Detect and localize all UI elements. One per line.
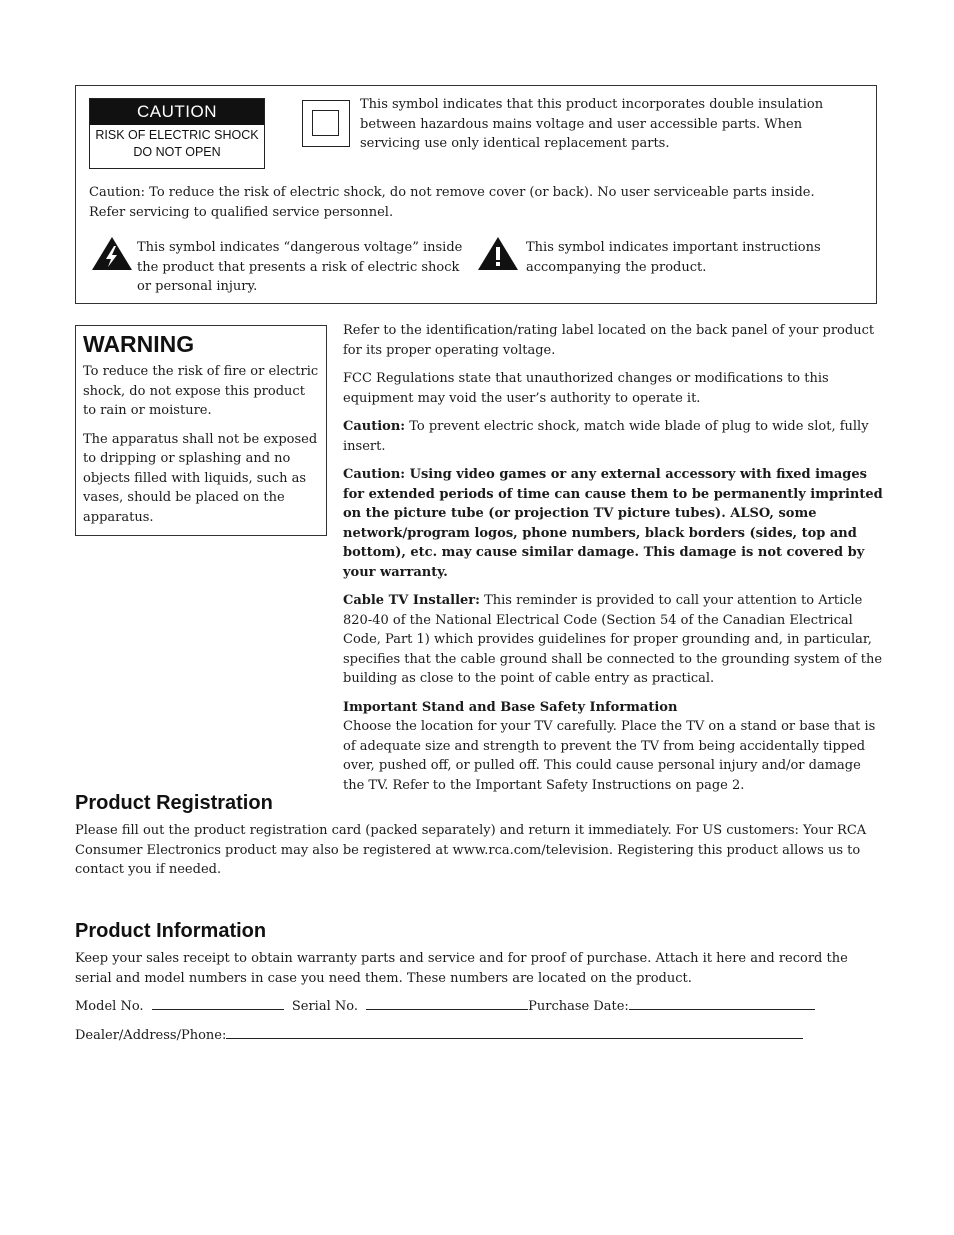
voltage-label-note: Refer to the identification/rating label located on the back panel of your product for its proper operating voltage. bbox=[343, 323, 875, 358]
warning-title: WARNING bbox=[83, 331, 195, 357]
product-information-title: Product Information bbox=[75, 920, 267, 942]
fixed-image-caution bbox=[343, 465, 883, 582]
caution-label bbox=[89, 98, 265, 169]
plug-caution-label: Caution: bbox=[343, 419, 406, 434]
plug-caution-note bbox=[343, 417, 883, 456]
model-number-label: Model No. bbox=[75, 999, 144, 1014]
fixed-image-caution-text: Caution: Using video games or any external accessory with fixed images for extended periods of time can cause them to be permanently imprinted on the picture tube (or projection TV picture tubes). ALSO, some network/program logos, phone numbers, black borders (sides, top and bottom), etc. may cause similar damage. This damage is not covered by your warranty. bbox=[343, 467, 883, 580]
warning-paragraph-2: The apparatus shall not be exposed to dripping or splashing and no objects filled with liquids, such as vases, should be placed on the apparatus. bbox=[83, 431, 318, 525]
stand-safety-note bbox=[343, 698, 883, 796]
warning-box bbox=[75, 325, 327, 536]
model-number-field[interactable] bbox=[152, 997, 284, 1010]
dealer-form-row bbox=[75, 1026, 875, 1046]
product-information-text: Keep your sales receipt to obtain warranty parts and service and for proof of purchase. Attach it here and record the serial and model numbers in case you need them. These numbers are located on the product. bbox=[75, 951, 848, 986]
purchase-date-label: Purchase Date: bbox=[528, 999, 629, 1014]
caution-label-head: CAUTION bbox=[90, 99, 264, 125]
instructions-symbol-text: This symbol indicates important instructions accompanying the product. bbox=[526, 240, 821, 275]
double-insulation-text: This symbol indicates that this product incorporates double insulation between hazardous mains voltage and user accessible parts. When servicing use only identical replacement parts. bbox=[360, 97, 824, 151]
dealer-field[interactable] bbox=[226, 1026, 803, 1039]
dealer-label: Dealer/Address/Phone: bbox=[75, 1028, 227, 1043]
lightning-triangle-icon bbox=[91, 236, 133, 272]
plug-caution-text: To prevent electric shock, match wide blade of plug to wide slot, fully insert. bbox=[343, 419, 869, 454]
serial-number-field[interactable] bbox=[366, 997, 528, 1010]
stand-safety-text: Choose the location for your TV carefully. Place the TV on a stand or base that is of adequate size and strength to prevent the TV from being accidentally tipped over, pushed off, or pulled off. This could cause personal injury and/or damage the TV. Refer to the Important Safety Instructions on page 2. bbox=[343, 719, 876, 793]
product-registration-title: Product Registration bbox=[75, 792, 273, 814]
caution-label-line2: DO NOT OPEN bbox=[133, 145, 221, 159]
double-square-icon bbox=[302, 100, 350, 147]
product-info-form-row bbox=[75, 997, 875, 1017]
stand-safety-heading: Important Stand and Base Safety Information bbox=[343, 699, 678, 715]
fcc-note: FCC Regulations state that unauthorized changes or modifications to this equipment may void the user’s authority to operate it. bbox=[343, 371, 829, 406]
safety-notes bbox=[343, 321, 883, 804]
cable-installer-label: Cable TV Installer: bbox=[343, 593, 480, 608]
warning-paragraph-1: To reduce the risk of fire or electric shock, do not expose this product to rain or moisture. bbox=[83, 364, 319, 418]
serial-number-label: Serial No. bbox=[291, 999, 358, 1014]
exclamation-triangle-icon bbox=[477, 236, 519, 272]
caution-cover-text: Caution: To reduce the risk of electric shock, do not remove cover (or back). No user serviceable parts inside. Refer servicing to qualified service personnel. bbox=[89, 185, 815, 220]
voltage-symbol-text: This symbol indicates “dangerous voltage” inside the product that presents a risk of electric shock or personal injury. bbox=[137, 240, 463, 294]
caution-label-line1: RISK OF ELECTRIC SHOCK bbox=[95, 128, 259, 142]
purchase-date-field[interactable] bbox=[629, 997, 815, 1010]
cable-installer-note bbox=[343, 591, 883, 689]
cable-installer-text: This reminder is provided to call your attention to Article 820-40 of the National Electrical Code (Section 54 of the Canadian Electrical Code, Part 1) which provides guidelines for proper grounding and, in particular, specifies that the cable ground shall be connected to the grounding system of the building as close to the point of cable entry as practical. bbox=[343, 593, 883, 686]
product-registration-text: Please fill out the product registration card (packed separately) and return it immediately. For US customers: Your RCA Consumer Electronics product may also be registered at www.rca.com/television. Registering this product allows us to contact you if needed. bbox=[75, 823, 867, 877]
